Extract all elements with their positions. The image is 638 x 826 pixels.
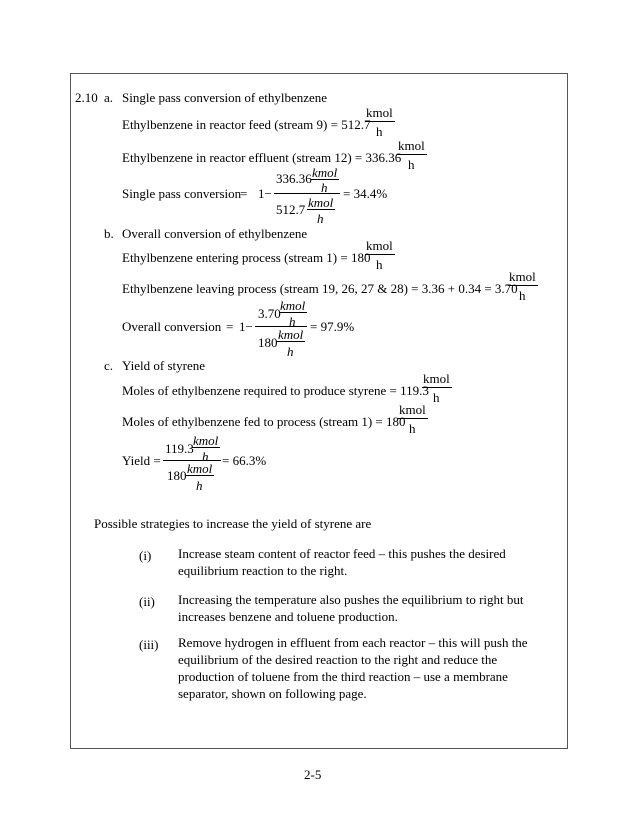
- unit-denominator: h: [433, 390, 440, 405]
- fraction-numerator-value: 3.70: [258, 306, 281, 321]
- part-c-line1: Moles of ethylbenzene required to produce styrene = 119.3: [122, 383, 429, 398]
- single-pass-label: Single pass conversion: [122, 186, 242, 201]
- unit-denominator: h: [409, 421, 416, 436]
- unit-numerator-italic: kmol: [193, 433, 219, 448]
- unit-denominator-italic: h: [287, 344, 294, 359]
- strategy-text: Increase steam content of reactor feed – this pushes the desired equilibrium reaction to the right.: [178, 546, 506, 578]
- part-c-line2: Moles of ethylbenzene fed to process (stream 1) = 180: [122, 414, 406, 429]
- single-pass-result: = 34.4%: [343, 186, 388, 201]
- unit-denominator-italic: h: [321, 180, 328, 195]
- strategy-marker: (i): [139, 548, 152, 563]
- unit-denominator-italic: h: [289, 314, 296, 329]
- page-number: 2-5: [304, 767, 322, 782]
- part-a-line1: Ethylbenzene in reactor feed (stream 9) = 512.7: [122, 117, 371, 132]
- unit-numerator-italic: kmol: [308, 195, 334, 210]
- unit-fraction-bar: [398, 418, 428, 419]
- unit-denominator: h: [376, 257, 383, 272]
- overall-conversion-result: = 97.9%: [310, 319, 355, 334]
- part-a-label: a.: [104, 90, 114, 105]
- one-minus: 1−: [239, 319, 253, 334]
- unit-numerator: kmol: [399, 402, 426, 417]
- fraction-numerator-value: 119.3: [165, 441, 194, 456]
- unit-fraction-bar: [307, 209, 335, 210]
- yield-result: = 66.3%: [222, 453, 267, 468]
- unit-fraction-bar: [422, 387, 452, 388]
- equals-sign: =: [240, 186, 248, 201]
- part-a-heading: Single pass conversion of ethylbenzene: [122, 90, 328, 105]
- unit-denominator: h: [408, 157, 415, 172]
- unit-numerator-italic: kmol: [280, 298, 306, 313]
- part-a-line2: Ethylbenzene in reactor effluent (stream 12) = 336.36: [122, 150, 402, 165]
- equals-sign: =: [226, 319, 234, 334]
- part-b-label: b.: [104, 226, 114, 241]
- unit-numerator: kmol: [398, 138, 425, 153]
- overall-conversion-label: Overall conversion: [122, 319, 222, 334]
- unit-denominator-italic: h: [317, 211, 324, 226]
- part-b-line1: Ethylbenzene entering process (stream 1) = 180: [122, 250, 371, 265]
- strategy-marker: (iii): [139, 637, 159, 652]
- unit-denominator: h: [376, 124, 383, 139]
- unit-denominator: h: [519, 288, 526, 303]
- strategy-text: Increasing the temperature also pushes the equilibrium to right but increases benzene and toluene production.: [178, 592, 524, 624]
- unit-fraction-bar: [365, 121, 395, 122]
- main-fraction-bar: [274, 193, 340, 194]
- strategies-intro: Possible strategies to increase the yield of styrene are: [94, 516, 372, 531]
- fraction-denominator-value: 180: [167, 468, 187, 483]
- unit-denominator-italic: h: [202, 449, 209, 464]
- unit-numerator: kmol: [366, 105, 393, 120]
- part-b-heading: Overall conversion of ethylbenzene: [122, 226, 308, 241]
- part-b-line2: Ethylbenzene leaving process (stream 19, 26, 27 & 28) = 3.36 + 0.34 = 3.70: [122, 281, 518, 296]
- unit-fraction-bar: [192, 447, 220, 448]
- strategy-marker: (ii): [139, 594, 155, 609]
- unit-numerator: kmol: [509, 269, 536, 284]
- part-c-heading: Yield of styrene: [122, 358, 206, 373]
- unit-numerator-italic: kmol: [312, 165, 338, 180]
- one-minus: 1−: [258, 186, 272, 201]
- yield-label: Yield =: [122, 453, 161, 468]
- unit-numerator: kmol: [423, 371, 450, 386]
- unit-fraction-bar: [186, 475, 214, 476]
- problem-number: 2.10: [75, 90, 98, 105]
- unit-fraction-bar: [365, 254, 395, 255]
- fraction-numerator-value: 336.36: [276, 171, 312, 186]
- fraction-denominator-value: 512.7: [276, 202, 306, 217]
- unit-fraction-bar: [397, 154, 427, 155]
- unit-denominator-italic: h: [196, 478, 203, 493]
- unit-fraction-bar: [277, 341, 305, 342]
- strategy-text: Remove hydrogen in effluent from each reactor – this will push the equilibrium of the desired reaction to the right and reduce the production of toluene from the third reaction – use a membrane separator, shown on following page.: [178, 635, 528, 701]
- unit-fraction-bar: [508, 285, 538, 286]
- unit-fraction-bar: [279, 312, 307, 313]
- unit-numerator-italic: kmol: [278, 327, 304, 342]
- fraction-denominator-value: 180: [258, 335, 278, 350]
- unit-numerator: kmol: [366, 238, 393, 253]
- part-c-label: c.: [104, 358, 114, 373]
- unit-numerator-italic: kmol: [187, 461, 213, 476]
